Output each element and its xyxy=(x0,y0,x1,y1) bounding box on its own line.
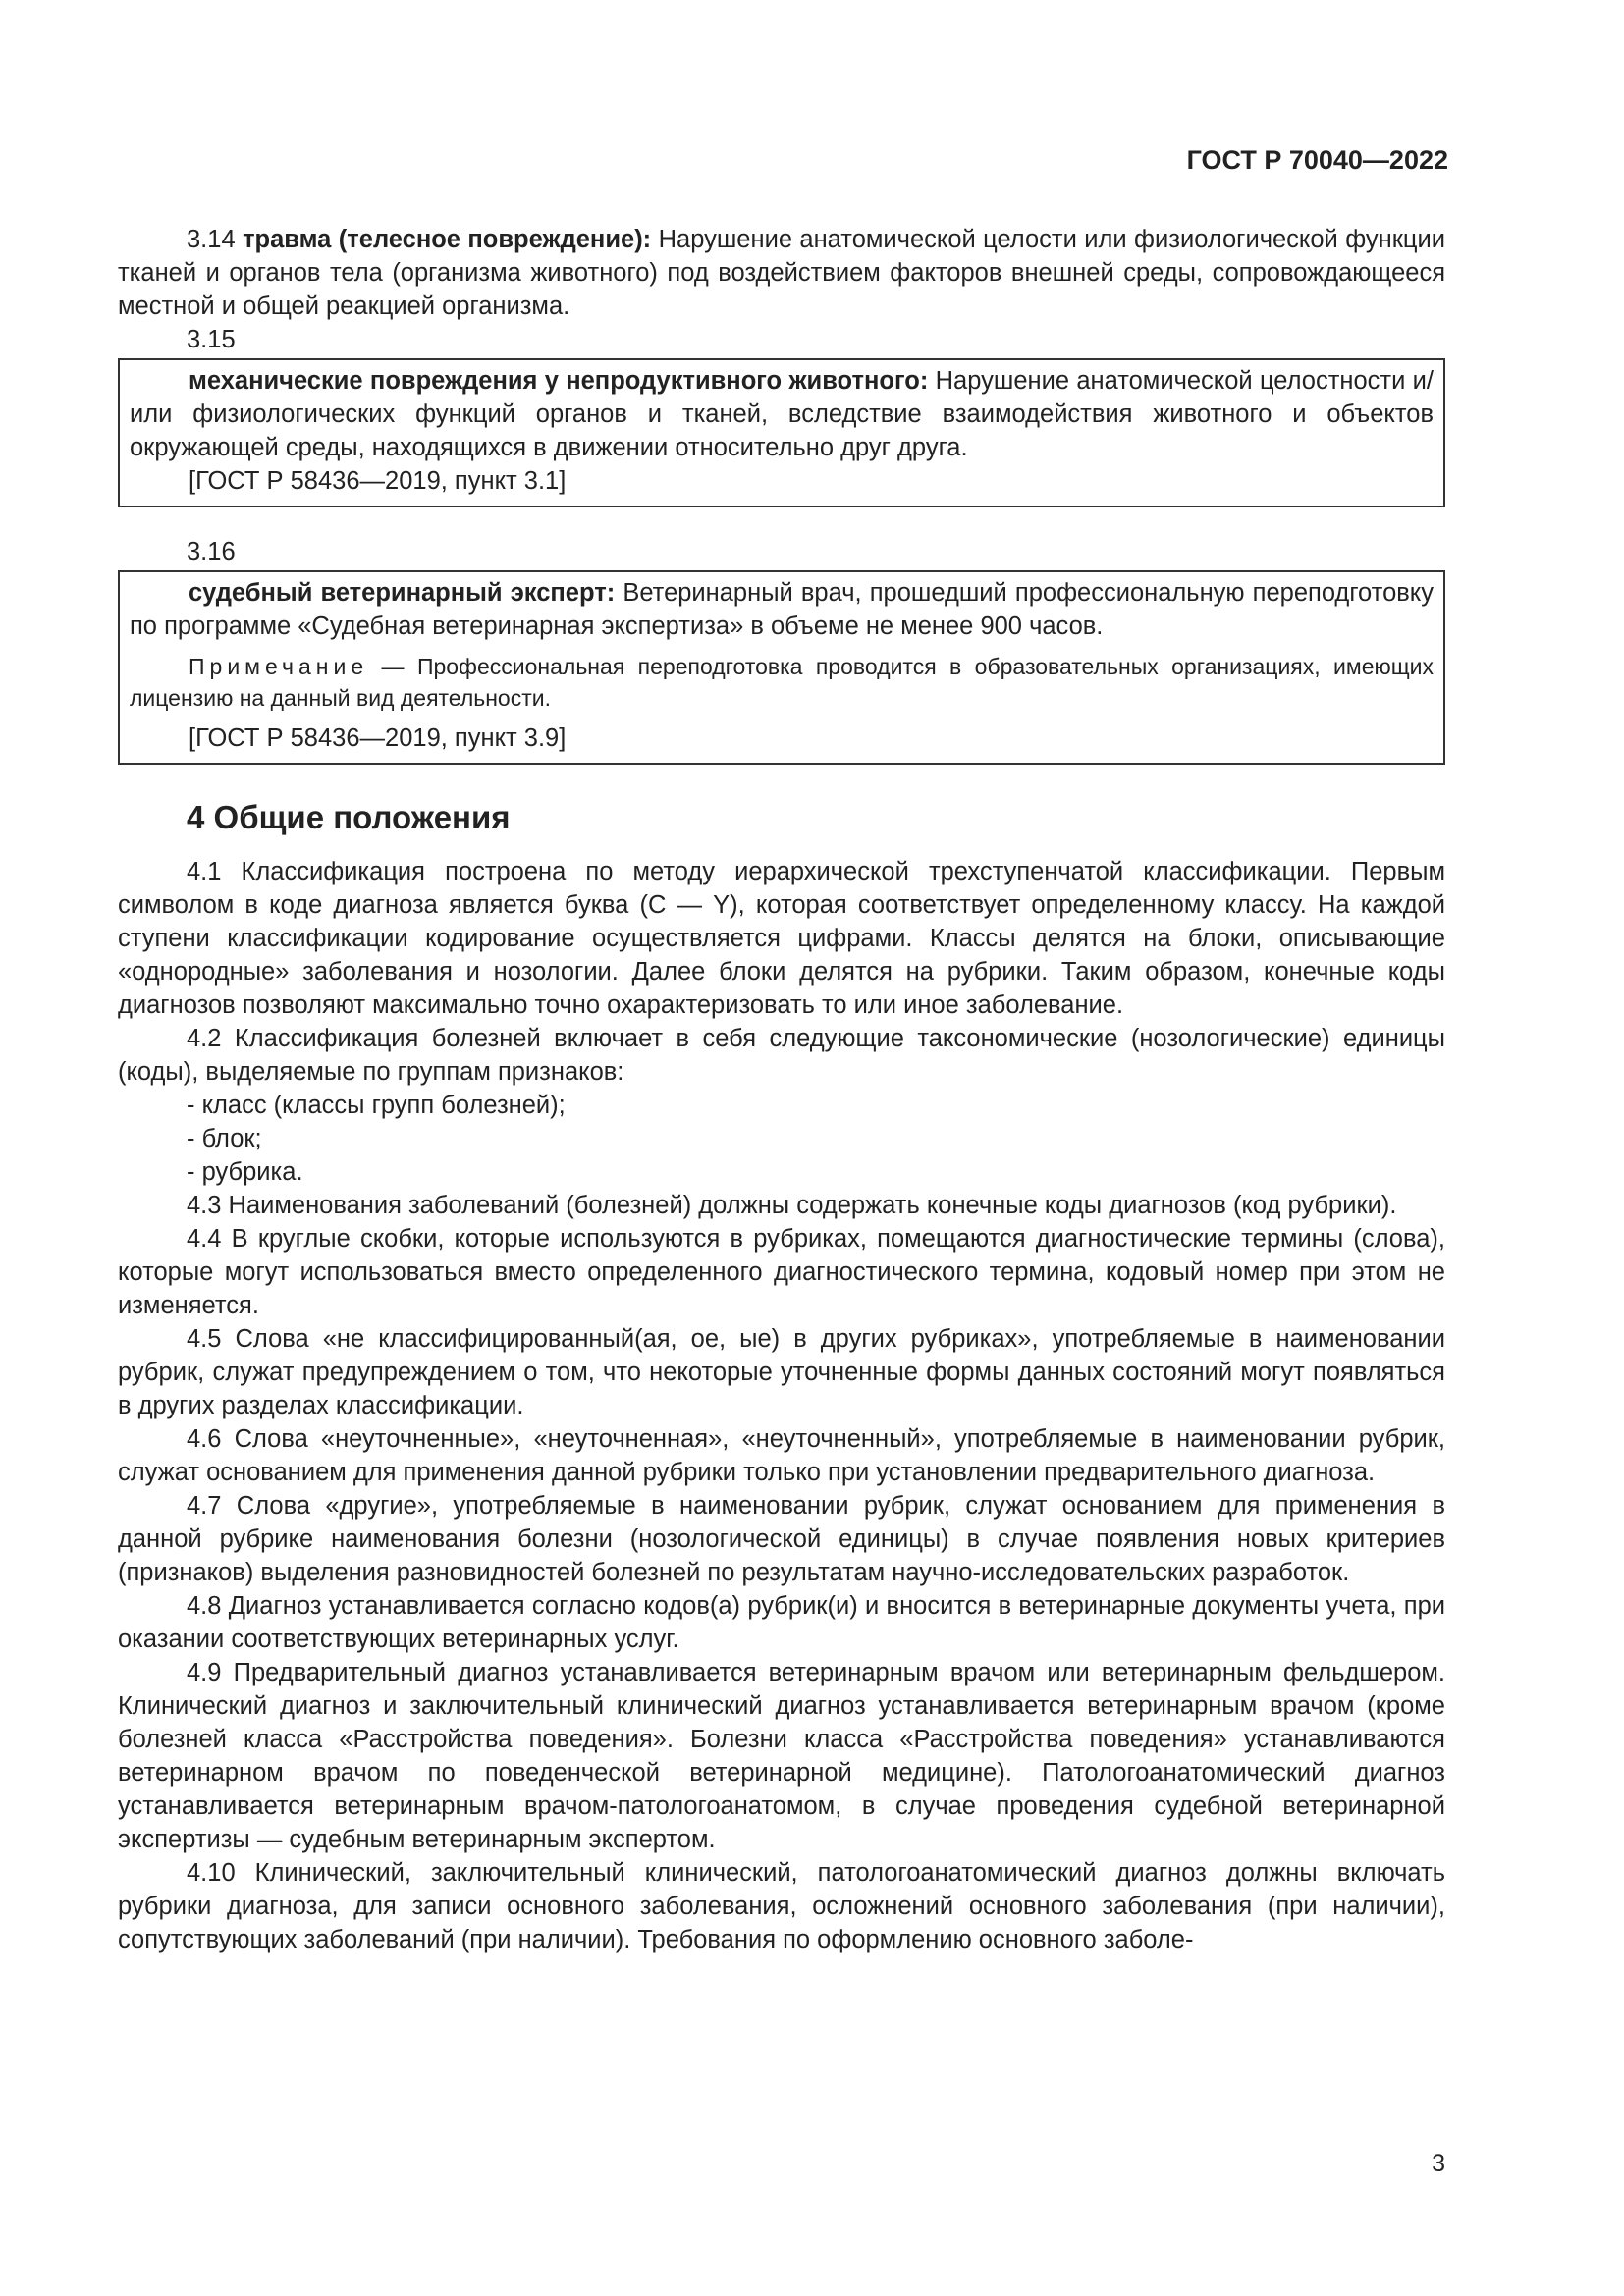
note-label: Примечание xyxy=(189,654,369,679)
definition-text: Ветеринарный врач, прошедший профессиональную переподготовку по программе «Судебная ветеринарная экспертиза» в объеме не менее 900 часов. xyxy=(130,579,1434,640)
page-number: 3 xyxy=(1432,2150,1445,2177)
paragraph-4-5: 4.5 Слова «не классифицированный(ая, ое, ые) в других рубриках», употребляемые в наименовании рубрик, служат предупреждением о том, что некоторые уточненные формы данных состояний могут появляться в других разделах классификации. xyxy=(118,1325,1445,1419)
note-text: — Профессиональная переподготовка проводится в образовательных организациях, имеющих лицензию на данный вид деятельности. xyxy=(130,654,1435,711)
paragraph-4-9: 4.9 Предварительный диагноз устанавливается ветеринарным врачом или ветеринарным фельдшером. Клинический диагноз и заключительный клинический диагноз устанавливается ветеринарным врачом (кроме болезней класса «Расстройства поведения». Болезни класса «Расстройства поведения» устанавливаются ветеринарном врачом по поведенческой ветеринарной медицине). Патологоанатомический диагноз устанавливается ветеринарным врачом-патологоанатомом, в случае проведения судебной ветеринарной экспертизы — судебным ветеринарным экспертом. xyxy=(118,1659,1445,1853)
paragraph-4-8: 4.8 Диагноз устанавливается согласно кодов(а) рубрик(и) и вносится в ветеринарные документы учета, при оказании соответствующих ветеринарных услуг. xyxy=(118,1592,1445,1653)
source-reference: [ГОСТ Р 58436—2019, пункт 3.9] xyxy=(189,724,567,752)
definition-3-16 xyxy=(130,576,1434,643)
paragraph-4-1: 4.1 Классификация построена по методу иерархической трехступенчатой классификации. Первым символом в коде диагноза является буква (С — Y), которая соответствует определенному классу. На каждой ступени классификации кодирование осуществляется цифрами. Классы делятся на блоки, описывающие «однородные» заболевания и нозологии. Далее блоки делятся на рубрики. Таким образом, конечные коды диагнозов позволяют максимально точно охарактеризовать то или иное заболевание. xyxy=(118,858,1445,1019)
paragraph-4-6: 4.6 Слова «неуточненные», «неуточненная», «неуточненный», употребляемые в наименовании рубрик, служат основанием для применения данной рубрики только при установлении предварительного диагноза. xyxy=(118,1425,1445,1486)
list-item: - блок; xyxy=(187,1125,262,1152)
list-item: - рубрика. xyxy=(187,1158,303,1186)
document-header-id: ГОСТ Р 70040—2022 xyxy=(1186,145,1448,175)
paragraph-4-3: 4.3 Наименования заболеваний (болезней) должны содержать конечные коды диагнозов (код рубрики). xyxy=(187,1192,1397,1219)
paragraph-4-7: 4.7 Слова «другие», употребляемые в наименовании рубрик, служат основанием для применения в данной рубрике наименования болезни (нозологической единицы) в случае появления новых критериев (признаков) выделения разновидностей болезней по результатам научно-исследовательских разработок. xyxy=(118,1492,1445,1586)
note xyxy=(130,651,1434,714)
definition-text: Нарушение анатомической целостности и/или физиологических функций органов и тканей, вследствие взаимодействия животного и объектов окружающей среды, находящихся в движении относительно друг друга. xyxy=(130,367,1434,461)
source-reference: [ГОСТ Р 58436—2019, пункт 3.1] xyxy=(189,467,567,495)
term: травма (телесное повреждение): xyxy=(243,226,652,253)
paragraph-4-2: 4.2 Классификация болезней включает в себя следующие таксономические (нозологические) единицы (коды), выделяемые по группам признаков: xyxy=(118,1025,1445,1086)
clause-number: 3.14 xyxy=(187,226,236,253)
section-heading: 4 Общие положения xyxy=(187,799,511,835)
definition-box-3-15 xyxy=(118,358,1445,507)
clause-number-3-15: 3.15 xyxy=(187,326,236,353)
list-item: - класс (классы групп болезней); xyxy=(187,1092,566,1119)
document-body xyxy=(118,223,1445,1956)
clause-number-3-16: 3.16 xyxy=(187,538,236,565)
definition-text: Нарушение анатомической целости или физиологической функции тканей и органов тела (организма животного) под воздействием факторов внешней среды, сопровождающееся местной и общей реакцией организма. xyxy=(118,226,1445,320)
definition-3-14 xyxy=(118,223,1445,323)
definition-3-15 xyxy=(130,364,1434,464)
term: механические повреждения у непродуктивного животного: xyxy=(189,367,929,395)
definition-box-3-16 xyxy=(118,570,1445,765)
paragraph-4-10: 4.10 Клинический, заключительный клинический, патологоанатомический диагноз должны включать рубрики диагноза, для записи основного заболевания, осложнений основного заболевания (при наличии), сопутствующих заболеваний (при наличии). Требования по оформлению основного заболе- xyxy=(118,1859,1445,1953)
paragraph-4-4: 4.4 В круглые скобки, которые используются в рубриках, помещаются диагностические термины (слова), которые могут использоваться вместо определенного диагностического термина, кодовый номер при этом не изменяется. xyxy=(118,1225,1445,1319)
term: судебный ветеринарный эксперт: xyxy=(189,579,616,607)
